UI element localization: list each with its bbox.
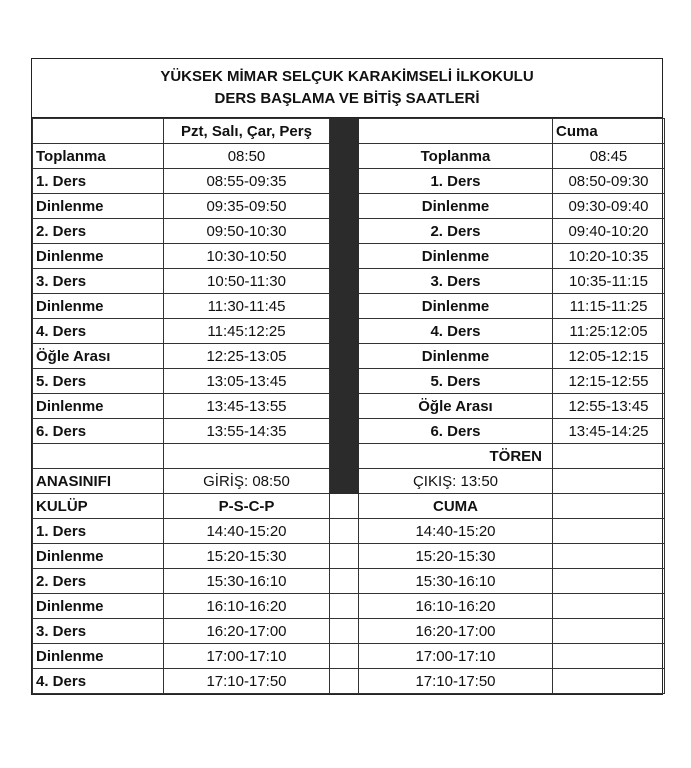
divider-cell — [330, 219, 359, 244]
divider-cell — [330, 469, 359, 494]
divider-cell — [330, 569, 359, 594]
club-left-days: P-S-C-P — [164, 494, 330, 519]
divider-cell — [330, 669, 359, 694]
blank-cell — [164, 444, 330, 469]
club-header-row — [33, 494, 665, 519]
right-period-label: Dinlenme — [359, 344, 553, 369]
toren-row — [33, 444, 665, 469]
club-left-time: 17:00-17:10 — [164, 644, 330, 669]
club-left-time: 14:40-15:20 — [164, 519, 330, 544]
club-period-label: 2. Ders — [33, 569, 164, 594]
divider-cell — [330, 344, 359, 369]
right-period-time: 12:15-12:55 — [553, 369, 665, 394]
divider-cell — [330, 144, 359, 169]
left-period-time: 09:35-09:50 — [164, 194, 330, 219]
club-period-label: Dinlenme — [33, 644, 164, 669]
club-row — [33, 594, 665, 619]
left-period-label: Dinlenme — [33, 394, 164, 419]
left-period-time: 09:50-10:30 — [164, 219, 330, 244]
club-period-label: 4. Ders — [33, 669, 164, 694]
right-period-label: 4. Ders — [359, 319, 553, 344]
right-period-label: Dinlenme — [359, 294, 553, 319]
schedule-row — [33, 144, 665, 169]
right-period-label: 2. Ders — [359, 219, 553, 244]
right-period-time: 11:15-11:25 — [553, 294, 665, 319]
club-period-label: 1. Ders — [33, 519, 164, 544]
club-right-time: 15:20-15:30 — [359, 544, 553, 569]
blank-cell — [553, 594, 665, 619]
right-period-time: 08:45 — [553, 144, 665, 169]
title-box — [32, 59, 662, 118]
left-period-time: 11:45:12:25 — [164, 319, 330, 344]
left-period-label: 6. Ders — [33, 419, 164, 444]
divider-cell — [330, 269, 359, 294]
left-period-time: 13:05-13:45 — [164, 369, 330, 394]
schedule-row — [33, 369, 665, 394]
schedule-sheet — [31, 58, 663, 695]
schedule-row — [33, 219, 665, 244]
right-period-time: 08:50-09:30 — [553, 169, 665, 194]
blank-cell — [359, 119, 553, 144]
anasinifi-entry: GİRİŞ: 08:50 — [164, 469, 330, 494]
right-period-time: 12:05-12:15 — [553, 344, 665, 369]
divider-cell — [330, 119, 359, 144]
header-row — [33, 119, 665, 144]
schedule-table — [32, 118, 665, 694]
anasinifi-row — [33, 469, 665, 494]
club-right-time: 16:10-16:20 — [359, 594, 553, 619]
left-period-label: 3. Ders — [33, 269, 164, 294]
right-period-time: 13:45-14:25 — [553, 419, 665, 444]
left-period-time: 13:55-14:35 — [164, 419, 330, 444]
schedule-row — [33, 419, 665, 444]
blank-cell — [553, 619, 665, 644]
right-period-time: 12:55-13:45 — [553, 394, 665, 419]
right-period-label: Dinlenme — [359, 194, 553, 219]
club-left-time: 16:10-16:20 — [164, 594, 330, 619]
club-label: KULÜP — [33, 494, 164, 519]
right-period-time: 11:25:12:05 — [553, 319, 665, 344]
schedule-row — [33, 169, 665, 194]
right-period-label: Dinlenme — [359, 244, 553, 269]
club-period-label: 3. Ders — [33, 619, 164, 644]
blank-cell — [553, 469, 665, 494]
club-right-time: 14:40-15:20 — [359, 519, 553, 544]
divider-cell — [330, 544, 359, 569]
club-row — [33, 569, 665, 594]
divider-cell — [330, 394, 359, 419]
left-period-label: 2. Ders — [33, 219, 164, 244]
blank-cell — [553, 569, 665, 594]
left-period-time: 08:55-09:35 — [164, 169, 330, 194]
club-period-label: Dinlenme — [33, 544, 164, 569]
schedule-title: DERS BAŞLAMA VE BİTİŞ SAATLERİ — [214, 90, 480, 107]
club-left-time: 16:20-17:00 — [164, 619, 330, 644]
right-period-label: Öğle Arası — [359, 394, 553, 419]
left-period-time: 12:25-13:05 — [164, 344, 330, 369]
left-period-label: 4. Ders — [33, 319, 164, 344]
right-period-time: 10:35-11:15 — [553, 269, 665, 294]
club-left-time: 15:20-15:30 — [164, 544, 330, 569]
blank-cell — [553, 544, 665, 569]
schedule-row — [33, 319, 665, 344]
divider-cell — [330, 519, 359, 544]
left-period-label: 1. Ders — [33, 169, 164, 194]
schedule-body — [33, 119, 665, 694]
schedule-row — [33, 394, 665, 419]
divider-cell — [330, 494, 359, 519]
left-period-label: 5. Ders — [33, 369, 164, 394]
club-right-time: 15:30-16:10 — [359, 569, 553, 594]
divider-cell — [330, 594, 359, 619]
left-period-time: 08:50 — [164, 144, 330, 169]
club-right-time: 17:00-17:10 — [359, 644, 553, 669]
anasinifi-label: ANASINIFI — [33, 469, 164, 494]
divider-cell — [330, 419, 359, 444]
right-period-time: 09:30-09:40 — [553, 194, 665, 219]
blank-cell — [553, 519, 665, 544]
right-period-label: 1. Ders — [359, 169, 553, 194]
blank-cell — [33, 119, 164, 144]
divider-cell — [330, 644, 359, 669]
right-period-time: 09:40-10:20 — [553, 219, 665, 244]
divider-cell — [330, 194, 359, 219]
divider-cell — [330, 169, 359, 194]
toren-label: TÖREN — [359, 444, 553, 469]
divider-cell — [330, 319, 359, 344]
divider-cell — [330, 619, 359, 644]
schedule-row — [33, 194, 665, 219]
club-right-days: CUMA — [359, 494, 553, 519]
club-row — [33, 644, 665, 669]
club-row — [33, 519, 665, 544]
right-period-label: 3. Ders — [359, 269, 553, 294]
right-days-header: Cuma — [553, 119, 665, 144]
right-period-label: 6. Ders — [359, 419, 553, 444]
club-left-time: 15:30-16:10 — [164, 569, 330, 594]
left-period-label: Dinlenme — [33, 294, 164, 319]
divider-cell — [330, 369, 359, 394]
club-row — [33, 544, 665, 569]
blank-cell — [553, 669, 665, 694]
left-period-time: 13:45-13:55 — [164, 394, 330, 419]
school-name: YÜKSEK MİMAR SELÇUK KARAKİMSELİ İLKOKULU — [160, 68, 534, 85]
club-row — [33, 619, 665, 644]
right-period-label: Toplanma — [359, 144, 553, 169]
blank-cell — [553, 444, 665, 469]
left-period-time: 10:30-10:50 — [164, 244, 330, 269]
anasinifi-exit: ÇIKIŞ: 13:50 — [359, 469, 553, 494]
schedule-row — [33, 269, 665, 294]
schedule-row — [33, 244, 665, 269]
right-period-time: 10:20-10:35 — [553, 244, 665, 269]
right-period-label: 5. Ders — [359, 369, 553, 394]
divider-cell — [330, 244, 359, 269]
left-period-label: Öğle Arası — [33, 344, 164, 369]
left-days-header: Pzt, Salı, Çar, Perş — [164, 119, 330, 144]
club-right-time: 17:10-17:50 — [359, 669, 553, 694]
blank-cell — [553, 644, 665, 669]
club-left-time: 17:10-17:50 — [164, 669, 330, 694]
left-period-label: Dinlenme — [33, 244, 164, 269]
blank-cell — [33, 444, 164, 469]
left-period-label: Toplanma — [33, 144, 164, 169]
club-row — [33, 669, 665, 694]
left-period-time: 11:30-11:45 — [164, 294, 330, 319]
club-right-time: 16:20-17:00 — [359, 619, 553, 644]
left-period-label: Dinlenme — [33, 194, 164, 219]
divider-cell — [330, 294, 359, 319]
schedule-row — [33, 344, 665, 369]
blank-cell — [553, 494, 665, 519]
divider-cell — [330, 444, 359, 469]
left-period-time: 10:50-11:30 — [164, 269, 330, 294]
schedule-row — [33, 294, 665, 319]
club-period-label: Dinlenme — [33, 594, 164, 619]
